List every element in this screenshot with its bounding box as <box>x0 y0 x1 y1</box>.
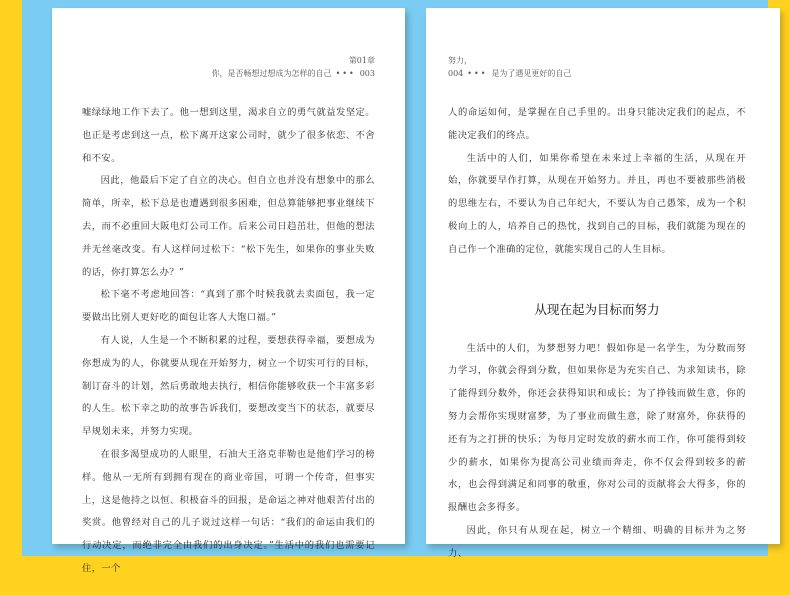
page-number: 003 <box>359 69 375 78</box>
book-title-part: 努力， <box>448 56 472 65</box>
section-heading: 从现在起为目标而努力 <box>534 301 660 317</box>
paragraph: 在很多渴望成功的人眼里，石油大王洛克菲勒也是他们学习的榜样。他从一无所有到拥有现在的商业帝国，可谓一个传奇，但事实上，这是他持之以恒、积极奋斗的回报，是命运之神对他艰苦付出的奖赏。他曾经对自己的儿子说过这样一句话：“我们的命运由我们的行动决定，而绝非完全由我们的出身决定。”生活中的我们也需要记住，一个 <box>82 448 375 574</box>
paragraph: 生活中的人们，为梦想努力吧！假如你是一名学生，为分数而努力学习，你就会得到分数，但如果你是为充实自己、为求知读书，除了能得到分数外，你还会获得知识和成长；为了挣钱而做生意，你的努力会帮你实现财富梦，为了事业而做生意，除了财富外，你获得的还有为之打拼的快乐；为每月定时发放的薪水而工作，你可能得到较少的薪水，如果你为提高公司业绩而奔走，你不仅会得到较多的薪水，也会得到满足和同事的敬重，你对公司的贡献将会大得多，你的报酬也会多得多。 <box>448 342 746 514</box>
page-number: 004 <box>448 69 464 78</box>
leader-dots: ••• <box>335 69 356 78</box>
book-spread-background <box>22 0 768 574</box>
left-page-body <box>82 102 375 581</box>
paragraph: 有人说，人生是一个不断积累的过程，要想获得幸福，要想成为你想成为的人，你就要从现在开始努力，树立一个切实可行的目标，制订奋斗的计划，然后勇敢地去执行，相信你能够收获一个丰富多彩的人生。松下幸之助的故事告诉我们，要想改变当下的状态，就要尽早规划未来，并努力实现。 <box>82 334 375 438</box>
right-running-head-line1 <box>448 56 472 66</box>
chapter-title: 你，是否畅想过想成为怎样的自己 <box>211 69 332 78</box>
leader-dots: ••• <box>467 69 488 78</box>
right-page <box>426 8 780 559</box>
paragraph: 因此，他最后下定了自立的决心。但自立也并没有想象中的那么简单，所幸，松下总是也遭遇到很多困难，但总算能够把事业继续下去，而不必重回大阪电灯公司工作。后来公司日趋茁壮，但他的想法并无丝毫改变。有人这样问过松下：“松下先生，如果你的事业失败的话，你打算怎么办？” <box>82 175 375 278</box>
paragraph: 嘘绿绿地工作下去了。他一想到这里，渴求自立的勇气就益发坚定。也正是考虑到这一点，松下离开这家公司时，就少了很多依恋、不舍和不安。 <box>82 107 375 164</box>
right-running-head-line2 <box>448 69 571 79</box>
book-title: 是为了遇见更好的自己 <box>491 69 572 78</box>
paragraph: 人的命运如何，是掌握在自己手里的。出身只能决定我们的起点，不能决定我们的终点。 <box>448 107 746 141</box>
paragraph: 松下毫不考虑地回答：“真到了那个时候我就去卖面包，我一定要做出比别人更好吃的面包让客人大饱口福。” <box>82 289 375 324</box>
left-running-head-chapter <box>349 56 375 66</box>
chapter-label: 第01章 <box>348 56 375 65</box>
left-page <box>52 8 405 574</box>
right-page-body <box>448 102 746 566</box>
paragraph: 生活中的人们，如果你希望在未来过上幸福的生活，从现在开始，你就要早作打算，从现在开始努力。并且，再也不要被那些消极的思维左右，不要认为自己年纪大，不要认为自己愚笨，成为一个积极向上的人，培养自己的热忱，找到自己的目标，我们就能为现在的自己作一个准确的定位，就能实现自己的人生目标。 <box>448 152 746 255</box>
left-running-head-title <box>212 69 375 79</box>
paragraph: 因此，你只有从现在起，树立一个精细、明确的目标并为之努力、 <box>448 524 746 559</box>
